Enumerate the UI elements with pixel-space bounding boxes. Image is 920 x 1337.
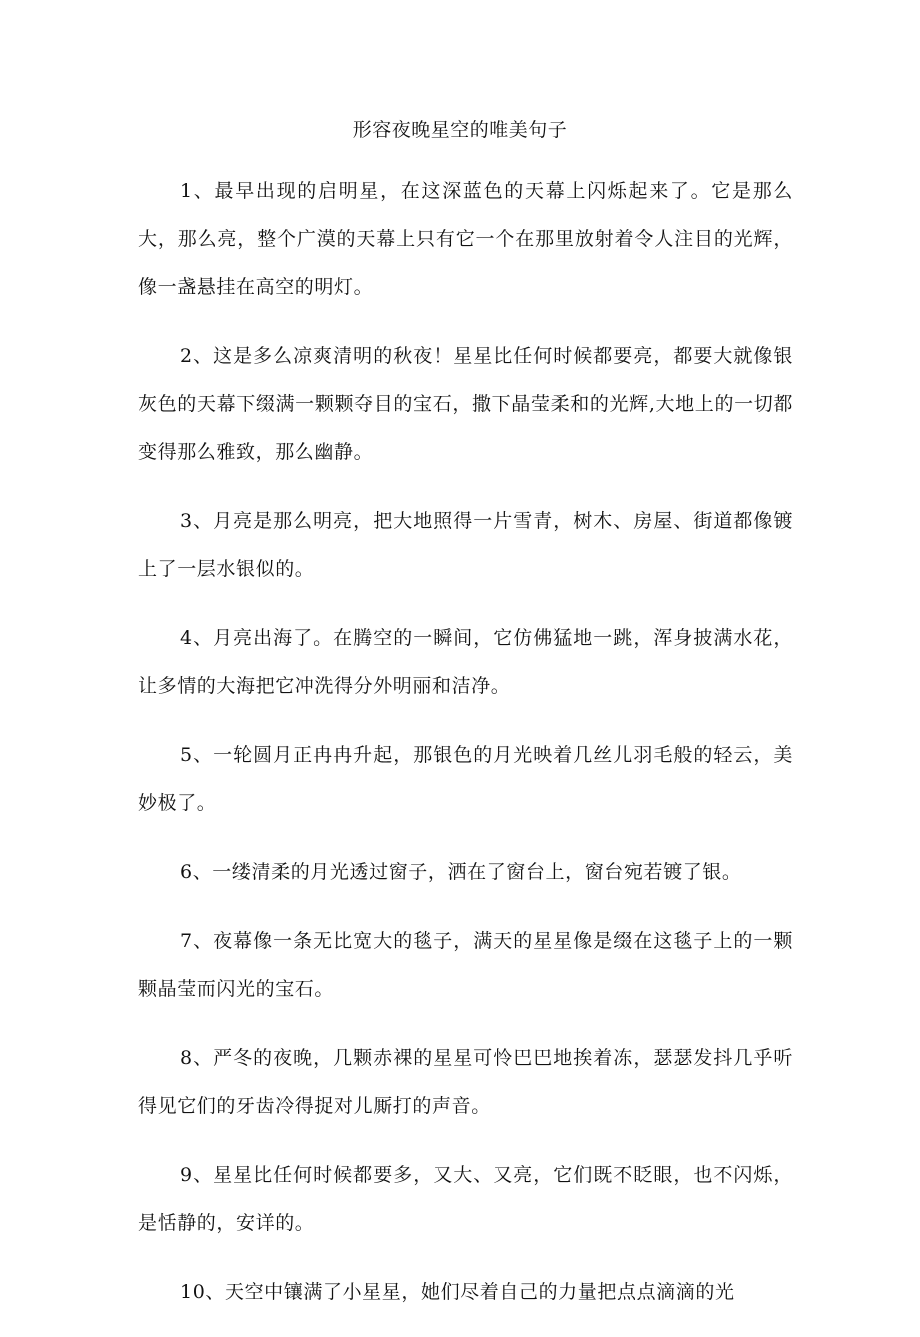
paragraph-1: 1、最早出现的启明星，在这深蓝色的天幕上闪烁起来了。它是那么大，那么亮，整个广漠的天幕上只有它一个在那里放射着令人注目的光辉，像一盏悬挂在高空的明灯。 xyxy=(138,180,793,298)
paragraph-2: 2、这是多么凉爽清明的秋夜！星星比任何时候都要亮，都要大就像银灰色的天幕下缀满一颗颗夺目的宝石，撒下晶莹柔和的光辉,大地上的一切都变得那么雅致，那么幽静。 xyxy=(138,345,793,463)
paragraph-3: 3、月亮是那么明亮，把大地照得一片雪青，树木、房屋、街道都像镀上了一层水银似的。 xyxy=(138,510,793,580)
paragraph-4: 4、月亮出海了。在腾空的一瞬间，它仿佛猛地一跳，浑身披满水花，让多情的大海把它冲洗得分外明丽和洁净。 xyxy=(138,627,793,697)
paragraph-6: 6、一缕清柔的月光透过窗子，洒在了窗台上，窗台宛若镀了银。 xyxy=(180,861,742,883)
paragraph-10: 10、天空中镶满了小星星，她们尽着自己的力量把点点滴滴的光 xyxy=(180,1281,735,1303)
document-title: 形容夜晚星空的唯美句子 xyxy=(352,119,568,141)
document-body xyxy=(138,167,793,1337)
paragraph-7: 7、夜幕像一条无比宽大的毯子，满天的星星像是缀在这毯子上的一颗颗晶莹而闪光的宝石。 xyxy=(138,930,793,1000)
paragraph-8: 8、严冬的夜晚，几颗赤裸的星星可怜巴巴地挨着冻，瑟瑟发抖几乎听得见它们的牙齿冷得捉对儿厮打的声音。 xyxy=(138,1047,793,1117)
paragraph-9: 9、星星比任何时候都要多，又大、又亮，它们既不眨眼，也不闪烁，是恬静的，安详的。 xyxy=(138,1164,793,1234)
paragraph-5: 5、一轮圆月正冉冉升起，那银色的月光映着几丝儿羽毛般的轻云，美妙极了。 xyxy=(138,744,793,814)
